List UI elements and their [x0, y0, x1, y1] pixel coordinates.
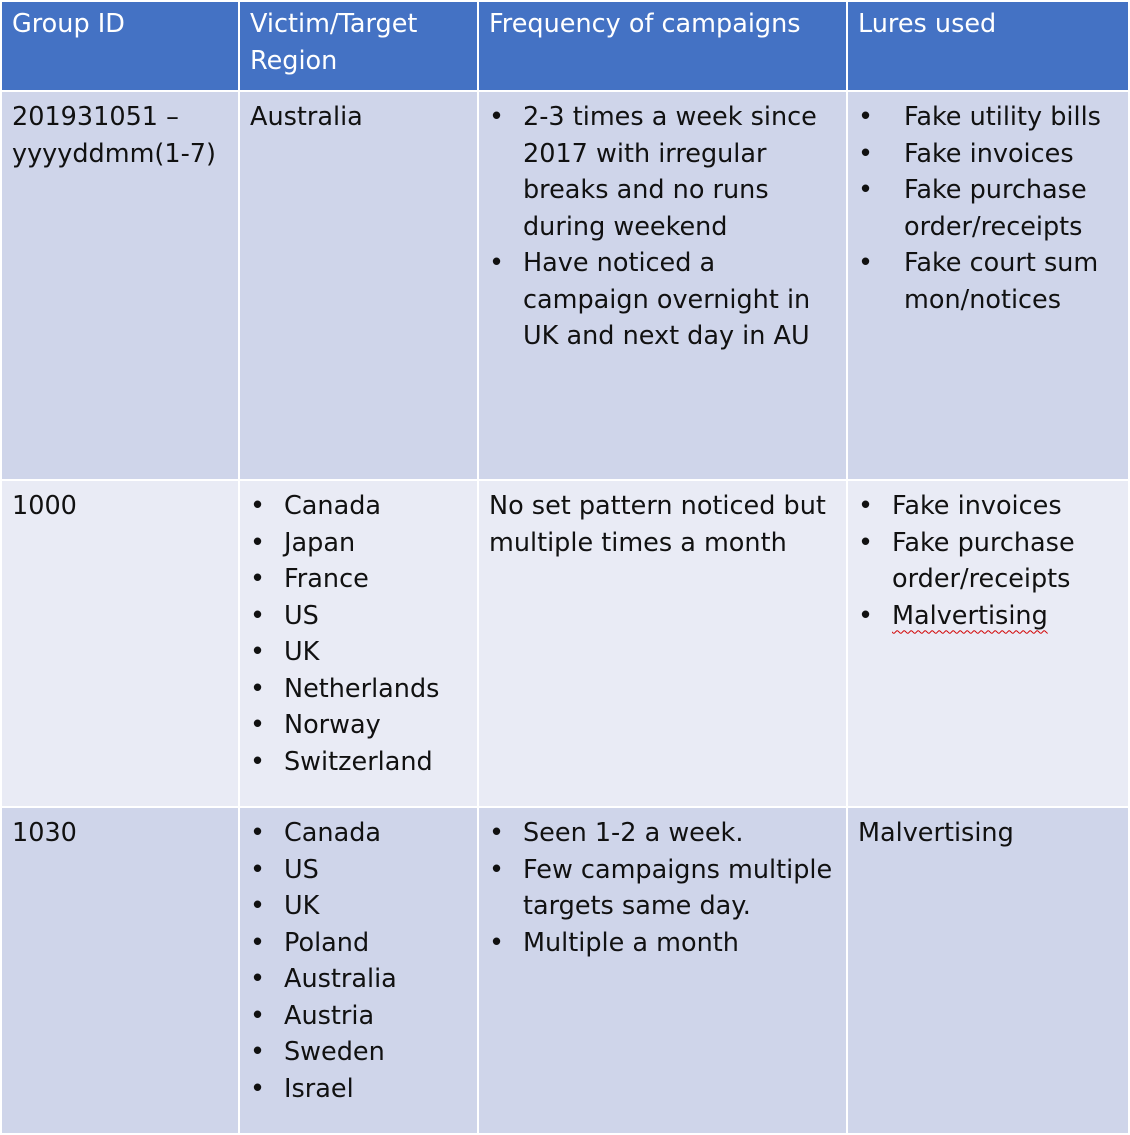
group-id-cell [1, 480, 239, 807]
frequency-list [489, 815, 836, 961]
region-value: Australia [250, 102, 363, 132]
list-item: • Netherlands [250, 671, 467, 708]
list-item: • UK [250, 634, 467, 671]
spellcheck-underlined-text: Malvertising [892, 600, 1048, 631]
list-item: • Israel [250, 1071, 467, 1108]
list-item: • US [250, 598, 467, 635]
region-cell [239, 91, 478, 480]
list-item: • Fake invoices [858, 136, 1118, 173]
list-item: • Sweden [250, 1034, 467, 1071]
region-cell [239, 480, 478, 807]
list-item: • Fake court summon/notices [858, 245, 1118, 318]
list-item: • UK [250, 888, 467, 925]
group-id-value: 1030 [12, 818, 77, 848]
group-id-value: 1000 [12, 491, 77, 521]
list-item: • Poland [250, 925, 467, 962]
list-item: • Australia [250, 961, 467, 998]
list-item: • Seen 1-2 a week. [489, 815, 836, 852]
list-item: • Fake invoices [858, 488, 1118, 525]
frequency-list [489, 99, 836, 355]
list-item: • Japan [250, 525, 467, 562]
region-list [250, 815, 467, 1107]
header-frequency: Frequency of campaigns [478, 1, 847, 91]
list-item: • US [250, 852, 467, 889]
header-row [1, 1, 1129, 91]
list-item [858, 598, 1118, 635]
header-group-id: Group ID [1, 1, 239, 91]
list-item: • Fake purchase order/receipts [858, 172, 1118, 245]
table-row [1, 807, 1129, 1134]
lures-list [858, 99, 1118, 318]
list-item: • Canada [250, 488, 467, 525]
list-item: • Austria [250, 998, 467, 1035]
region-list [250, 488, 467, 780]
list-item: • Multiple a month [489, 925, 836, 962]
lures-cell [847, 91, 1129, 480]
list-item: • Have noticed a campaign overnight in UK and next day in AU [489, 245, 836, 355]
frequency-cell [478, 807, 847, 1134]
list-item: • Switzerland [250, 744, 467, 781]
list-item: • Fake purchase order/receipts [858, 525, 1118, 598]
table-row [1, 91, 1129, 480]
frequency-cell [478, 480, 847, 807]
lures-value: Malvertising [858, 818, 1014, 848]
frequency-cell [478, 91, 847, 480]
list-item: • Fake utility bills [858, 99, 1118, 136]
header-victim-region: Victim/Target Region [239, 1, 478, 91]
list-item: • France [250, 561, 467, 598]
lures-list [858, 488, 1118, 634]
region-cell [239, 807, 478, 1134]
table-row [1, 480, 1129, 807]
group-id-cell [1, 91, 239, 480]
list-item: • Norway [250, 707, 467, 744]
frequency-value: No set pattern noticed but multiple times a month [489, 491, 826, 558]
group-id-value: 201931051 – yyyyddmm(1-7) [12, 102, 216, 169]
list-item: • 2-3 times a week since 2017 with irregular breaks and no runs during weekend [489, 99, 836, 245]
lures-cell [847, 480, 1129, 807]
lures-cell [847, 807, 1129, 1134]
group-id-cell [1, 807, 239, 1134]
header-lures: Lures used [847, 1, 1129, 91]
list-item: • Few campaigns multiple targets same day. [489, 852, 836, 925]
list-item: • Canada [250, 815, 467, 852]
